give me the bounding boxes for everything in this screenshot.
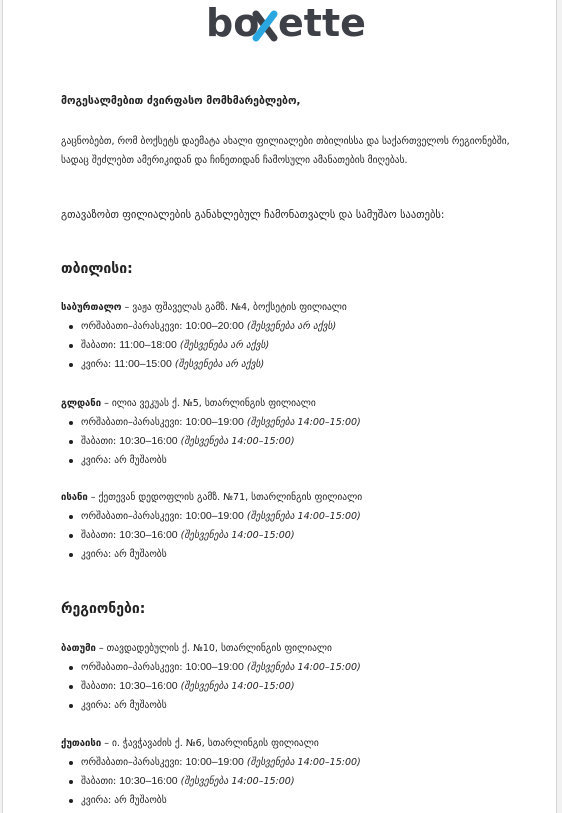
branch-kutaisi: [61, 734, 541, 810]
boxette-logo: [206, 2, 366, 46]
branch-gldani: [61, 394, 541, 470]
hours-item: შაბათი: 11:00–18:00 (შესვენება არ აქვს): [81, 336, 541, 355]
branch-name: საბურთალო: [61, 302, 122, 313]
hours-item: შაბათი: 10:30–16:00 (შესვენება 14:00–15:00): [81, 772, 541, 791]
hours-list: [61, 413, 541, 470]
branch-name: ისანი: [61, 492, 88, 503]
hours-item: ორშაბათი–პარასკევი: 10:00–19:00 (შესვენება 14:00–15:00): [81, 753, 541, 772]
hours-list: [61, 658, 541, 715]
branch-title: [61, 639, 541, 658]
hours-list: [61, 753, 541, 810]
branch-address: – ვაჟა ფშაველას გამზ. №4, ბოქსეტის ფილიალი: [121, 302, 347, 313]
branch-title: [61, 734, 541, 753]
branch-saburtalo: [61, 298, 541, 374]
hours-item: შაბათი: 10:30–16:00 (შესვენება 14:00–15:00): [81, 432, 541, 451]
branch-title: [61, 488, 541, 507]
hours-item: კვირა: არ მუშაობს: [81, 451, 541, 470]
hours-item: ორშაბათი–პარასკევი: 10:00–20:00 (შესვენება არ აქვს): [81, 317, 541, 336]
hours-item: კვირა: არ მუშაობს: [81, 545, 541, 564]
hours-item: ორშაბათი–პარასკევი: 10:00–19:00 (შესვენება 14:00–15:00): [81, 413, 541, 432]
branch-title: [61, 298, 541, 317]
hours-item: ორშაბათი–პარასკევი: 10:00–19:00 (შესვენება 14:00–15:00): [81, 507, 541, 526]
hours-item: კვირა: არ მუშაობს: [81, 791, 541, 810]
hours-item: შაბათი: 10:30–16:00 (შესვენება 14:00–15:00): [81, 677, 541, 696]
branch-isani: [61, 488, 541, 564]
branch-address: – ქეთევან დედოფლის გამზ. №71, სთარლინგის ფილიალი: [87, 492, 363, 503]
branch-name: ბათუმი: [61, 643, 96, 654]
greeting: მოგესალმებით ძვირფასო მომხმარებლებო,: [61, 95, 301, 107]
logo-text-part1: bo: [206, 2, 260, 45]
section-heading-tbilisi: თბილისი:: [61, 261, 133, 277]
hours-item: შაბათი: 10:30–16:00 (შესვენება 14:00–15:00): [81, 526, 541, 545]
branch-name: გლდანი: [61, 398, 102, 409]
hours-item: ორშაბათი–პარასკევი: 10:00–19:00 (შესვენება 14:00–15:00): [81, 658, 541, 677]
hours-item: კვირა: არ მუშაობს: [81, 696, 541, 715]
branch-address: – ი. ჭავჭავაძის ქ. №6, სთარლინგის ფილიალი: [101, 738, 319, 749]
branch-batumi: [61, 639, 541, 715]
branch-address: – თავდადებულის ქ. №10, სთარლინგის ფილიალი: [95, 643, 332, 654]
intro-paragraph: გაცნობებთ, რომ ბოქსეტს დაემატა ახალი ფილიალები თბილისსა და საქართველოს რეგიონებში, სადაც შეძლებთ ამერიკიდან და ჩინეთიდან ჩამოსული ამანათების მიღებას.: [61, 136, 510, 166]
lead-paragraph: გთავაზობთ ფილიალების განახლებულ ჩამონათვალს და სამუშაო საათებს:: [61, 209, 445, 221]
hours-list: [61, 507, 541, 564]
branch-address: – ილია ვეკუას ქ. №5, სთარლინგის ფილიალი: [101, 398, 316, 409]
email-body: [2, 0, 557, 813]
hours-item: კვირა: 11:00–15:00 (შესვენება არ აქვს): [81, 355, 541, 374]
branch-title: [61, 394, 541, 413]
logo-text-part2: ette: [278, 2, 366, 45]
branch-name: ქუთაისი: [61, 738, 102, 749]
section-heading-regions: რეგიონები:: [61, 601, 146, 617]
hours-list: [61, 317, 541, 374]
